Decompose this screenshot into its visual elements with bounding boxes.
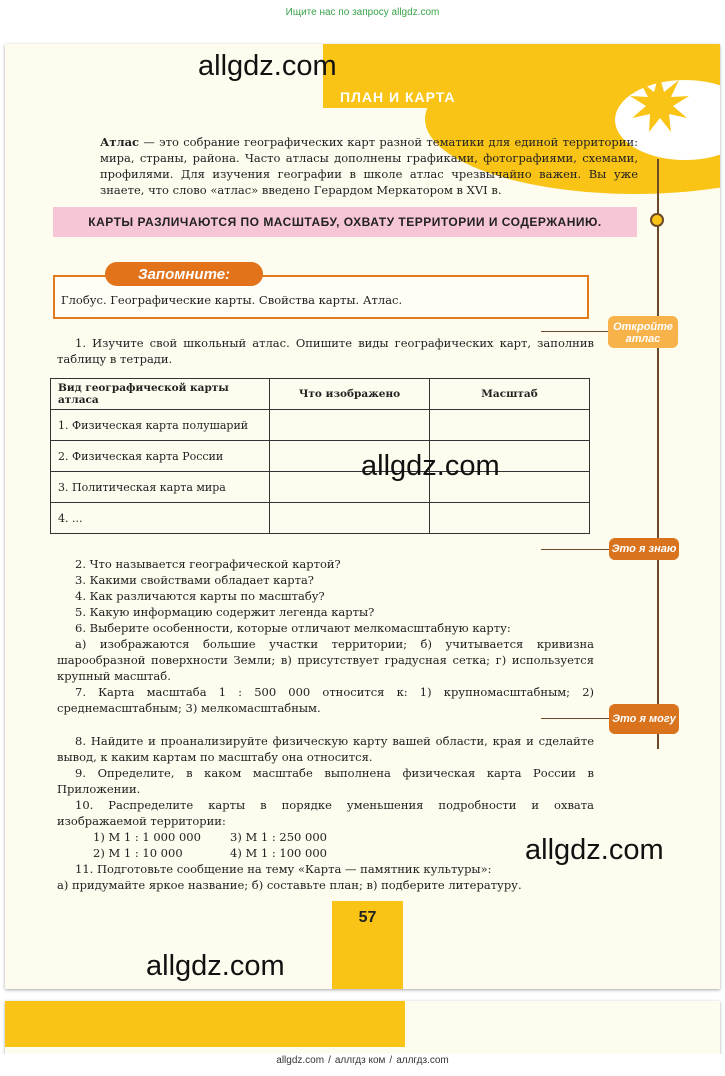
table-row: [51, 503, 590, 534]
i-can-badge: Это я могу: [609, 704, 679, 734]
table-cell: [270, 410, 430, 441]
next-page-preview: [5, 1001, 720, 1061]
open-atlas-badge: Откройте атлас: [608, 316, 678, 348]
scale-option: 1) М 1 : 1 000 000: [93, 830, 201, 844]
intro-text: — это собрание географических карт разной тематики для единой территории: мира, страны, района. Часто атласы дополнены графиками, фотографиями, схемами, профилями. Для изучения географии в школе атлас чрезвычайно важен. Вы уже знаете, что слово «атлас» введено Герардом Меркатором в XVI в.: [100, 135, 638, 197]
task: 9. Определите, в каком масштабе выполнена физическая карта России в Приложении.: [57, 766, 594, 796]
page-number: 57: [332, 901, 403, 989]
intro-term: Атлас: [100, 135, 140, 149]
scale-option: 2) М 1 : 10 000: [93, 846, 183, 860]
intro-paragraph: [100, 134, 638, 198]
connector-line: [541, 549, 611, 550]
questions-block: [57, 556, 594, 716]
connector-line: [541, 331, 611, 332]
bottom-link[interactable]: allgdz.com: [276, 1055, 325, 1066]
task-sub: а) придумайте яркое название; б) составьте план; в) подберите литературу.: [57, 878, 522, 892]
remember-text: Глобус. Географические карты. Свойства карты. Атлас.: [61, 293, 403, 307]
table-row: [51, 472, 590, 503]
table-row: [51, 410, 590, 441]
remember-label: Запомните:: [105, 262, 263, 286]
question: 3. Какими свойствами обладает карта?: [75, 573, 314, 587]
table-header: Вид географической карты атласа: [51, 379, 270, 410]
task-1-text: 1. Изучите свой школьный атлас. Опишите виды географических карт, заполнив таблицу в тетради.: [57, 336, 594, 366]
table-cell: 2. Физическая карта России: [51, 441, 270, 472]
next-page-band: [5, 1001, 405, 1047]
bottom-link[interactable]: аллгдз ком: [334, 1055, 386, 1066]
task: 11. Подготовьте сообщение на тему «Карта — памятник культуры»:: [75, 862, 492, 876]
table-header: Что изображено: [270, 379, 430, 410]
question: 7. Карта масштаба 1 : 500 000 относится к: 1) крупномасштабным; 2) среднемасштабным; 3) мелкомасштабным.: [57, 685, 594, 715]
bottom-link[interactable]: аллгдз.com: [396, 1055, 449, 1066]
task: 10. Распределите карты в порядке уменьшения подробности и охвата изображаемой территории:: [57, 798, 594, 828]
table-cell: [430, 410, 590, 441]
scale-row: [57, 845, 594, 861]
question: 5. Какую информацию содержит легенда карты?: [75, 605, 375, 619]
table-cell: 4. ...: [51, 503, 270, 534]
task-1: [57, 335, 594, 367]
watermark: allgdz.com: [361, 450, 500, 482]
table-cell: 1. Физическая карта полушарий: [51, 410, 270, 441]
table-header-row: [51, 379, 590, 410]
watermark: allgdz.com: [198, 50, 337, 82]
task: 8. Найдите и проанализируйте физическую карту вашей области, края и сделайте вывод, к каким картам по масштабу она относится.: [57, 734, 594, 764]
question-options: а) изображаются большие участки территории; б) учитывается кривизна шарообразной поверхности Земли; в) присутствует градусная сетка; г) используется крупный масштаб.: [57, 637, 594, 683]
scale-row: [57, 829, 594, 845]
bottom-links: allgdz.com / аллгдз ком / аллгдз.com: [0, 1054, 725, 1076]
timeline-line: [657, 159, 659, 749]
table-cell: [270, 503, 430, 534]
table-cell: 3. Политическая карта мира: [51, 472, 270, 503]
connector-line: [541, 718, 611, 719]
watermark: allgdz.com: [525, 834, 664, 866]
atlas-table: [50, 378, 590, 534]
table-row: [51, 441, 590, 472]
sun-icon: [627, 72, 691, 136]
question: 4. Как различаются карты по масштабу?: [75, 589, 325, 603]
tasks-block: [57, 733, 594, 893]
key-statement: КАРТЫ РАЗЛИЧАЮТСЯ ПО МАСШТАБУ, ОХВАТУ ТЕРРИТОРИИ И СОДЕРЖАНИЮ.: [53, 207, 637, 237]
top-search-link[interactable]: Ищите нас по запросу allgdz.com: [285, 7, 440, 18]
i-know-badge: Это я знаю: [609, 538, 679, 560]
table-header: Масштаб: [430, 379, 590, 410]
question: 2. Что называется географической картой?: [75, 557, 341, 571]
watermark: allgdz.com: [146, 950, 285, 982]
page-header-title: ПЛАН И КАРТА: [340, 89, 456, 105]
table-cell: [430, 503, 590, 534]
timeline-dot: [650, 213, 664, 227]
question: 6. Выберите особенности, которые отличают мелкомасштабную карту:: [75, 621, 511, 635]
scale-option: 4) М 1 : 100 000: [230, 846, 327, 860]
scale-option: 3) М 1 : 250 000: [230, 830, 327, 844]
